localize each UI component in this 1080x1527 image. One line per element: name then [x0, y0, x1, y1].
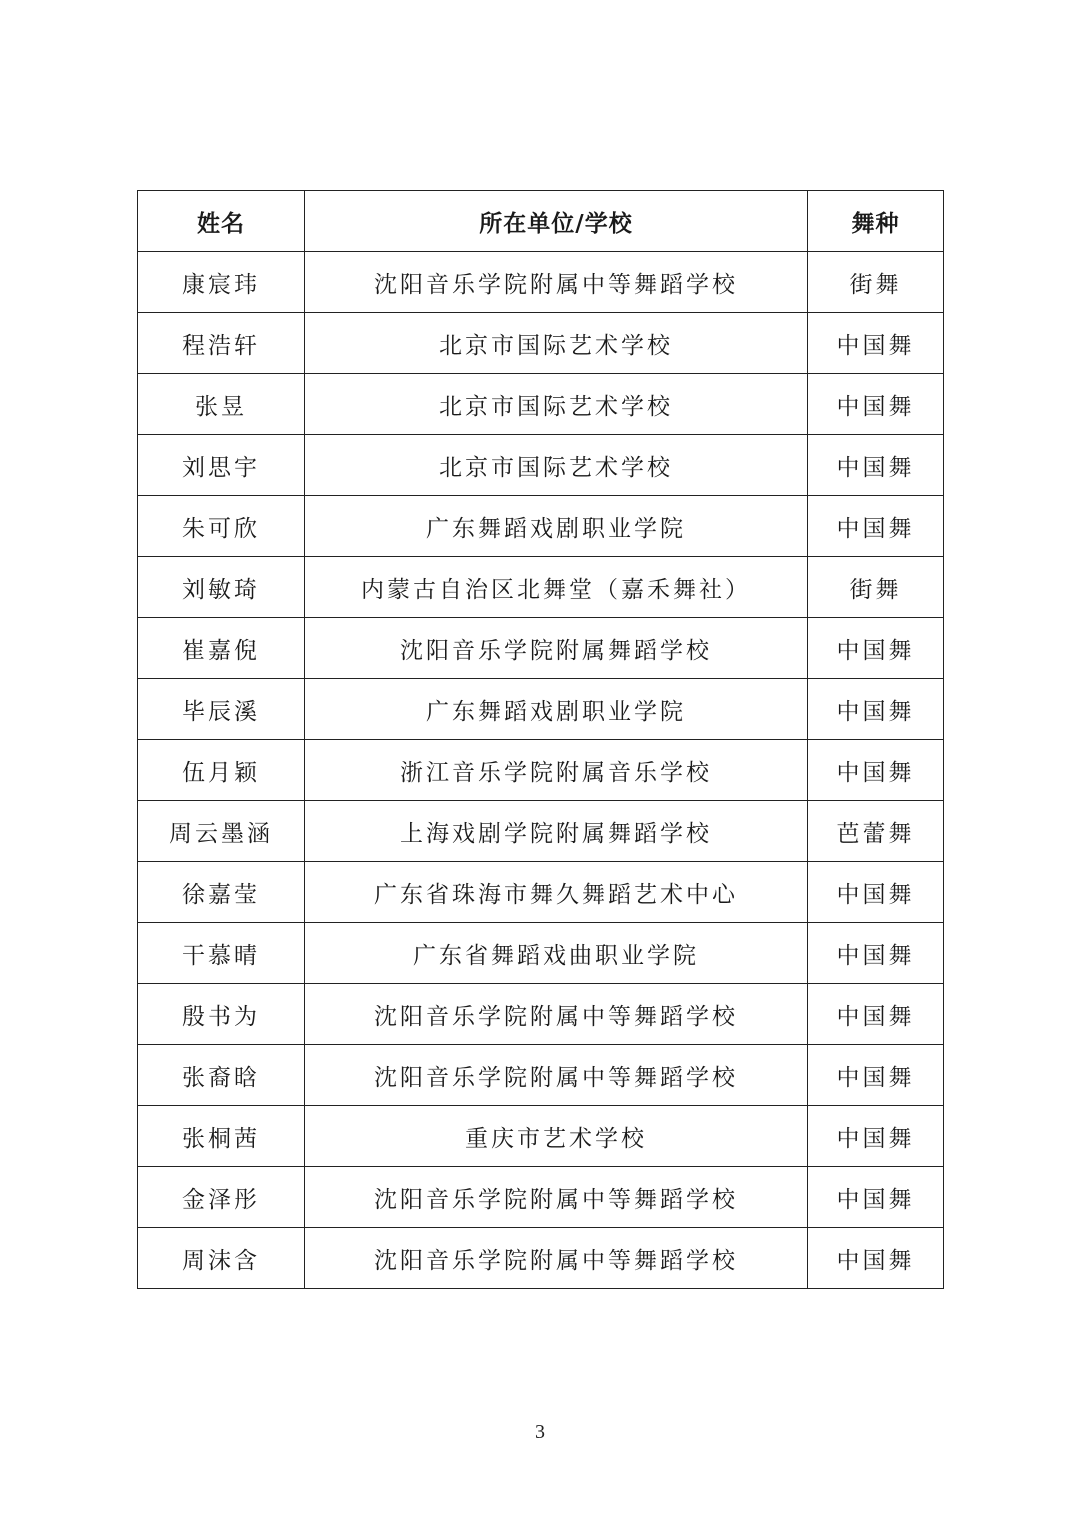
cell-unit: 北京市国际艺术学校 — [305, 374, 808, 435]
cell-dance: 中国舞 — [808, 1167, 944, 1228]
cell-name: 刘敏琦 — [138, 557, 305, 618]
cell-unit: 北京市国际艺术学校 — [305, 435, 808, 496]
cell-name: 张昱 — [138, 374, 305, 435]
cell-name: 干慕晴 — [138, 923, 305, 984]
table-row — [138, 557, 944, 618]
table-row — [138, 679, 944, 740]
cell-dance: 街舞 — [808, 557, 944, 618]
cell-dance: 中国舞 — [808, 1106, 944, 1167]
cell-name: 刘思宇 — [138, 435, 305, 496]
cell-dance: 中国舞 — [808, 740, 944, 801]
cell-dance: 中国舞 — [808, 679, 944, 740]
cell-name: 程浩轩 — [138, 313, 305, 374]
cell-unit: 内蒙古自治区北舞堂（嘉禾舞社） — [305, 557, 808, 618]
cell-unit: 上海戏剧学院附属舞蹈学校 — [305, 801, 808, 862]
cell-dance: 中国舞 — [808, 435, 944, 496]
cell-name: 毕辰溪 — [138, 679, 305, 740]
cell-name: 张桐茜 — [138, 1106, 305, 1167]
table-row — [138, 252, 944, 313]
cell-unit: 沈阳音乐学院附属中等舞蹈学校 — [305, 1045, 808, 1106]
cell-name: 周云墨涵 — [138, 801, 305, 862]
table-row — [138, 862, 944, 923]
cell-unit: 重庆市艺术学校 — [305, 1106, 808, 1167]
cell-unit: 沈阳音乐学院附属中等舞蹈学校 — [305, 252, 808, 313]
cell-dance: 芭蕾舞 — [808, 801, 944, 862]
table-row — [138, 801, 944, 862]
cell-unit: 沈阳音乐学院附属中等舞蹈学校 — [305, 1228, 808, 1289]
cell-unit: 广东舞蹈戏剧职业学院 — [305, 679, 808, 740]
cell-dance: 中国舞 — [808, 374, 944, 435]
cell-unit: 广东省舞蹈戏曲职业学院 — [305, 923, 808, 984]
cell-unit: 广东省珠海市舞久舞蹈艺术中心 — [305, 862, 808, 923]
header-unit: 所在单位/学校 — [305, 191, 808, 252]
page-number: 3 — [535, 1421, 545, 1443]
cell-unit: 北京市国际艺术学校 — [305, 313, 808, 374]
table-row — [138, 1167, 944, 1228]
participant-table — [137, 190, 944, 1289]
cell-unit: 沈阳音乐学院附属中等舞蹈学校 — [305, 984, 808, 1045]
cell-name: 伍月颖 — [138, 740, 305, 801]
cell-dance: 中国舞 — [808, 862, 944, 923]
header-name: 姓名 — [138, 191, 305, 252]
header-dance: 舞种 — [808, 191, 944, 252]
cell-dance: 中国舞 — [808, 313, 944, 374]
cell-name: 张裔晗 — [138, 1045, 305, 1106]
cell-dance: 中国舞 — [808, 923, 944, 984]
cell-name: 周沫含 — [138, 1228, 305, 1289]
cell-name: 徐嘉莹 — [138, 862, 305, 923]
table-row — [138, 1045, 944, 1106]
table-row — [138, 313, 944, 374]
table-row — [138, 1228, 944, 1289]
cell-unit: 沈阳音乐学院附属舞蹈学校 — [305, 618, 808, 679]
cell-unit: 沈阳音乐学院附属中等舞蹈学校 — [305, 1167, 808, 1228]
cell-dance: 中国舞 — [808, 496, 944, 557]
cell-name: 朱可欣 — [138, 496, 305, 557]
table-row — [138, 374, 944, 435]
cell-unit: 广东舞蹈戏剧职业学院 — [305, 496, 808, 557]
table-row — [138, 740, 944, 801]
table-header-row — [138, 191, 944, 252]
table-row — [138, 984, 944, 1045]
cell-name: 金泽彤 — [138, 1167, 305, 1228]
cell-name: 殷书为 — [138, 984, 305, 1045]
cell-name: 崔嘉倪 — [138, 618, 305, 679]
table-row — [138, 1106, 944, 1167]
cell-unit: 浙江音乐学院附属音乐学校 — [305, 740, 808, 801]
cell-dance: 中国舞 — [808, 618, 944, 679]
table-row — [138, 496, 944, 557]
cell-dance: 中国舞 — [808, 984, 944, 1045]
cell-dance: 街舞 — [808, 252, 944, 313]
cell-dance: 中国舞 — [808, 1228, 944, 1289]
cell-dance: 中国舞 — [808, 1045, 944, 1106]
table-row — [138, 618, 944, 679]
table-row — [138, 923, 944, 984]
cell-name: 康宸玮 — [138, 252, 305, 313]
table-row — [138, 435, 944, 496]
